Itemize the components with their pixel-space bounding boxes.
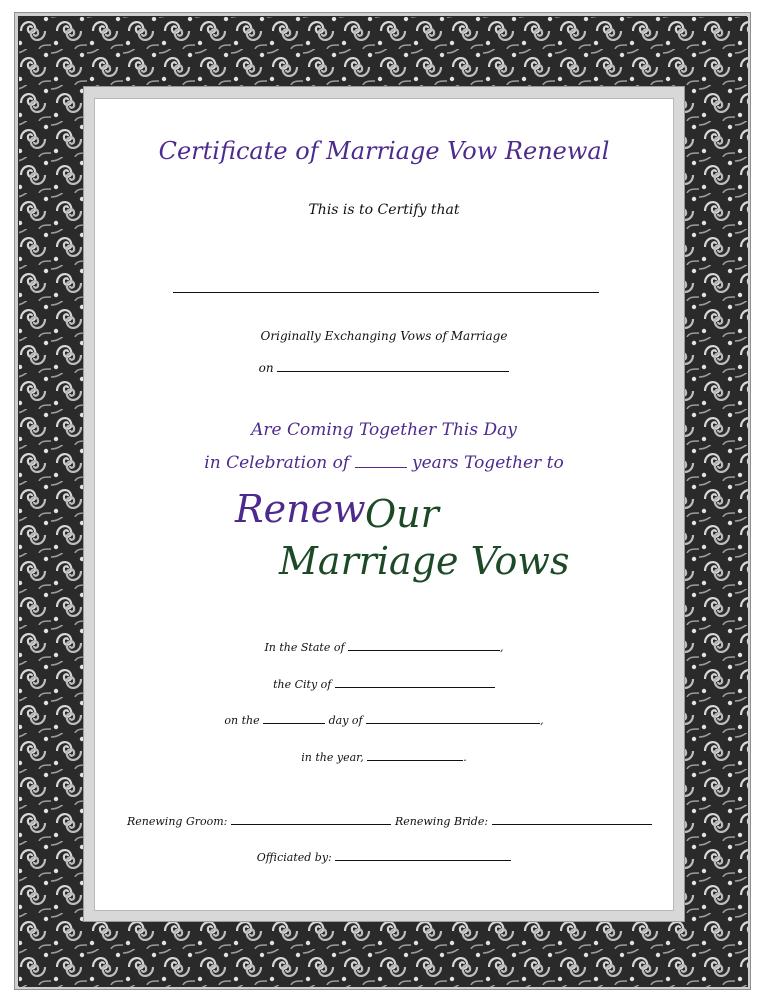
- certificate-title: Certificate of Marriage Vow Renewal: [158, 137, 610, 165]
- celebration-suffix: years Together to: [412, 453, 564, 473]
- day-line[interactable]: [263, 712, 325, 724]
- year-label: in the year,: [301, 751, 364, 764]
- officiant-row: [95, 849, 673, 864]
- year-period: .: [463, 751, 467, 764]
- certify-line: This is to Certify that: [308, 202, 460, 218]
- celebration-row: [95, 453, 673, 473]
- couple-names-line[interactable]: [173, 292, 599, 293]
- on-label: on: [258, 361, 274, 375]
- officiated-label: Officiated by:: [256, 851, 332, 864]
- coming-together-line: Are Coming Together This Day: [251, 420, 517, 440]
- date-row: [95, 712, 673, 727]
- originally-exchanging-line: Originally Exchanging Vows of Marriage: [260, 329, 508, 343]
- original-date-line[interactable]: [277, 360, 509, 372]
- state-label: In the State of: [264, 641, 345, 654]
- headline-our: Our: [365, 492, 439, 536]
- groom-signature-line[interactable]: [231, 813, 391, 825]
- groom-row: [127, 813, 391, 828]
- date-comma: ,: [540, 714, 544, 727]
- year-row: [95, 749, 673, 764]
- month-line[interactable]: [366, 712, 540, 724]
- bride-row: [395, 813, 652, 828]
- bride-signature-line[interactable]: [492, 813, 652, 825]
- on-the-label: on the: [224, 714, 260, 727]
- groom-label: Renewing Groom:: [127, 815, 228, 828]
- officiant-signature-line[interactable]: [335, 849, 511, 861]
- years-together-line[interactable]: [355, 454, 407, 468]
- state-row: [95, 639, 673, 654]
- city-line[interactable]: [335, 676, 495, 688]
- headline-marriage-vows: Marriage Vows: [279, 539, 570, 583]
- headline-renew: Renew: [235, 487, 366, 531]
- day-of-label: day of: [328, 714, 363, 727]
- certificate-paper: [94, 98, 674, 911]
- celebration-prefix: in Celebration of: [204, 453, 350, 473]
- bride-label: Renewing Bride:: [395, 815, 489, 828]
- state-comma: ,: [500, 641, 504, 654]
- year-line[interactable]: [367, 749, 463, 761]
- city-label: the City of: [273, 678, 332, 691]
- city-row: [95, 676, 673, 691]
- state-line[interactable]: [348, 639, 500, 651]
- original-date-row: [95, 360, 673, 375]
